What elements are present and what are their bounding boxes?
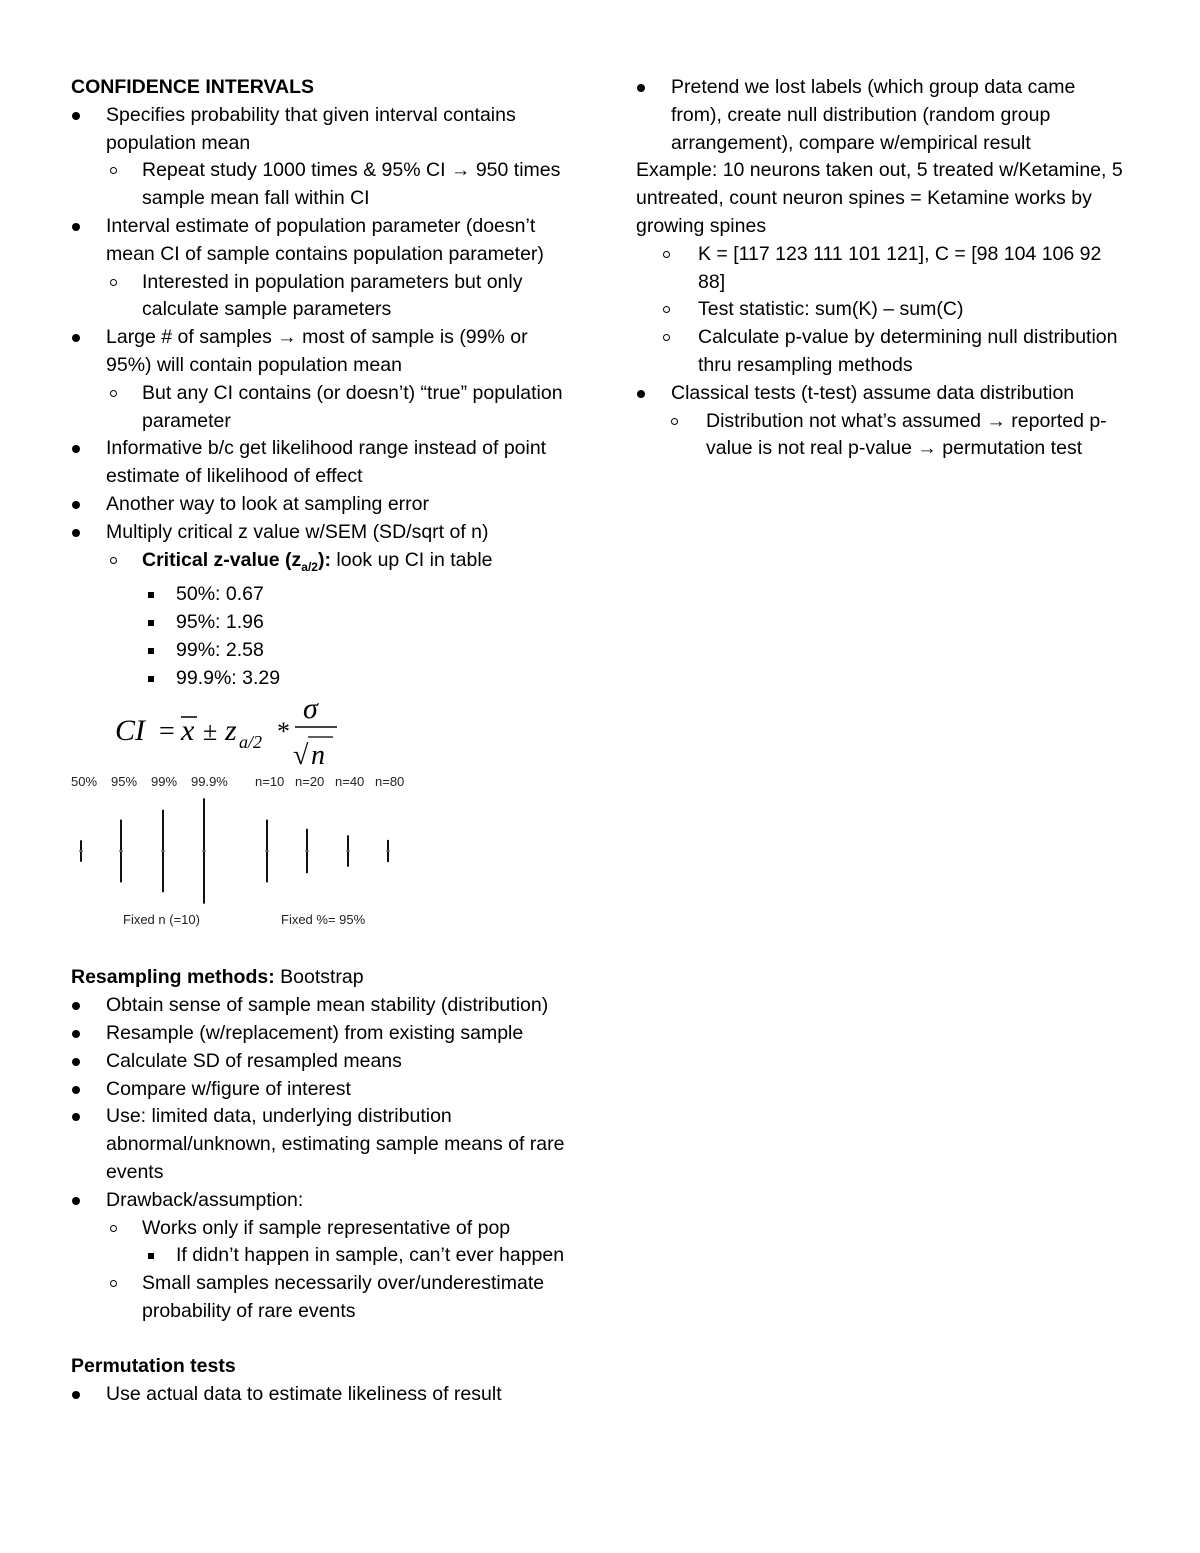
list-item: Critical z-value $(z_{a/2})$: look up CI in table [142,548,493,574]
right-column [636,74,1126,463]
classical-list [636,380,1126,463]
formula-sigma: σ [303,694,318,726]
ci-list [71,102,571,693]
list-item: Distribution not what’s assumed → reported p-value is not real p-value → permutation test [706,409,1107,460]
formula-n: n [311,740,325,772]
list-item: Calculate p-value by determining null distribution thru resampling methods [698,326,1118,376]
fixed-pct-label: Fixed %= 95% [281,912,366,928]
figure-top-label: 50% [71,774,98,790]
formula-times: * [277,717,290,747]
list-item: Another way to look at sampling error [106,492,429,515]
example-text: Example: 10 neurons taken out, 5 treated w/Ketamine, 5 untreated, count neuron spines = Ketamine works by growing spines [636,159,1123,237]
example-list [636,241,1126,380]
list-item: 95%: 1.96 [176,611,264,634]
formula-ci: CI [115,714,145,748]
figure-top-label: n=80 [375,774,405,790]
formula-root: √ [293,740,309,772]
formula-equals: = [159,716,175,748]
figure-error-bars [79,799,390,904]
figure-top-labels [71,774,404,789]
list-item: Obtain sense of sample mean stability (distribution) [106,994,549,1017]
left-column [71,74,571,1408]
list-item: Interval estimate of population parameter (doesn’t mean CI of sample contains population parameter) [106,214,544,265]
list-item: Repeat study 1000 times & 95% CI → 950 times sample mean fall within CI [142,159,561,210]
figure-top-label: n=40 [335,774,365,790]
ci-figure [71,694,431,964]
resampling-list [71,992,571,1326]
list-item: But any CI contains (or doesn’t) “true” population parameter [142,381,563,432]
list-item: Interested in population parameters but only calculate sample parameters [142,270,523,321]
list-item: Large # of samples → most of sample is (99% or 95%) will contain population mean [106,326,528,376]
figure-top-label: n=20 [295,774,325,790]
list-item: Use: limited data, underlying distribution abnormal/unknown, estimating sample means of rare events [106,1105,565,1183]
formula-z: z [225,714,237,748]
list-item: K = [117 123 111 101 121], C = [98 104 106 92 88] [698,242,1102,293]
figure-top-label: 95% [111,774,138,790]
resampling-heading: Resampling methods: Bootstrap [71,966,364,989]
list-item: If didn’t happen in sample, can’t ever happen [176,1244,565,1267]
list-item: Works only if sample representative of pop [142,1216,511,1239]
list-item: Use actual data to estimate likeliness of result [106,1382,502,1405]
figure-top-label: n=10 [255,774,285,790]
formula-xbar: x [181,714,195,748]
confidence-intervals-heading: CONFIDENCE INTERVALS [71,76,315,98]
fixed-n-label: Fixed n (=10) [123,912,200,928]
list-item: Compare w/figure of interest [106,1077,351,1100]
list-item: Small samples necessarily over/underestimate probability of rare events [142,1272,545,1322]
right-list [636,74,1126,157]
list-item: 99%: 2.58 [176,638,264,661]
list-item: Test statistic: sum(K) – sum(C) [698,298,964,321]
list-item: Classical tests (t-test) assume data distribution [671,381,1075,404]
ci-figure-svg [71,694,431,964]
list-item: Resample (w/replacement) from existing sample [106,1022,524,1045]
permutation-heading: Permutation tests [71,1354,236,1377]
list-item: Informative b/c get likelihood range instead of point estimate of likelihood of effect [106,437,547,488]
list-item: Calculate SD of resampled means [106,1049,402,1072]
list-item: 99.9%: 3.29 [176,666,281,689]
formula-pm: ± [203,717,218,747]
figure-top-label: 99.9% [191,774,228,790]
list-item: Specifies probability that given interval contains population mean [106,103,516,154]
list-item: 50%: 0.67 [176,583,264,606]
formula-zsub: a/2 [239,732,263,753]
list-item: Drawback/assumption: [106,1188,304,1211]
list-item: Multiply critical z value w/SEM (SD/sqrt of n) [106,520,489,543]
list-item: Pretend we lost labels (which group data came from), create null distribution (random group arrangement), compare w/empirical result [671,76,1076,154]
figure-top-label: 99% [151,774,178,790]
permutation-list [71,1381,571,1409]
